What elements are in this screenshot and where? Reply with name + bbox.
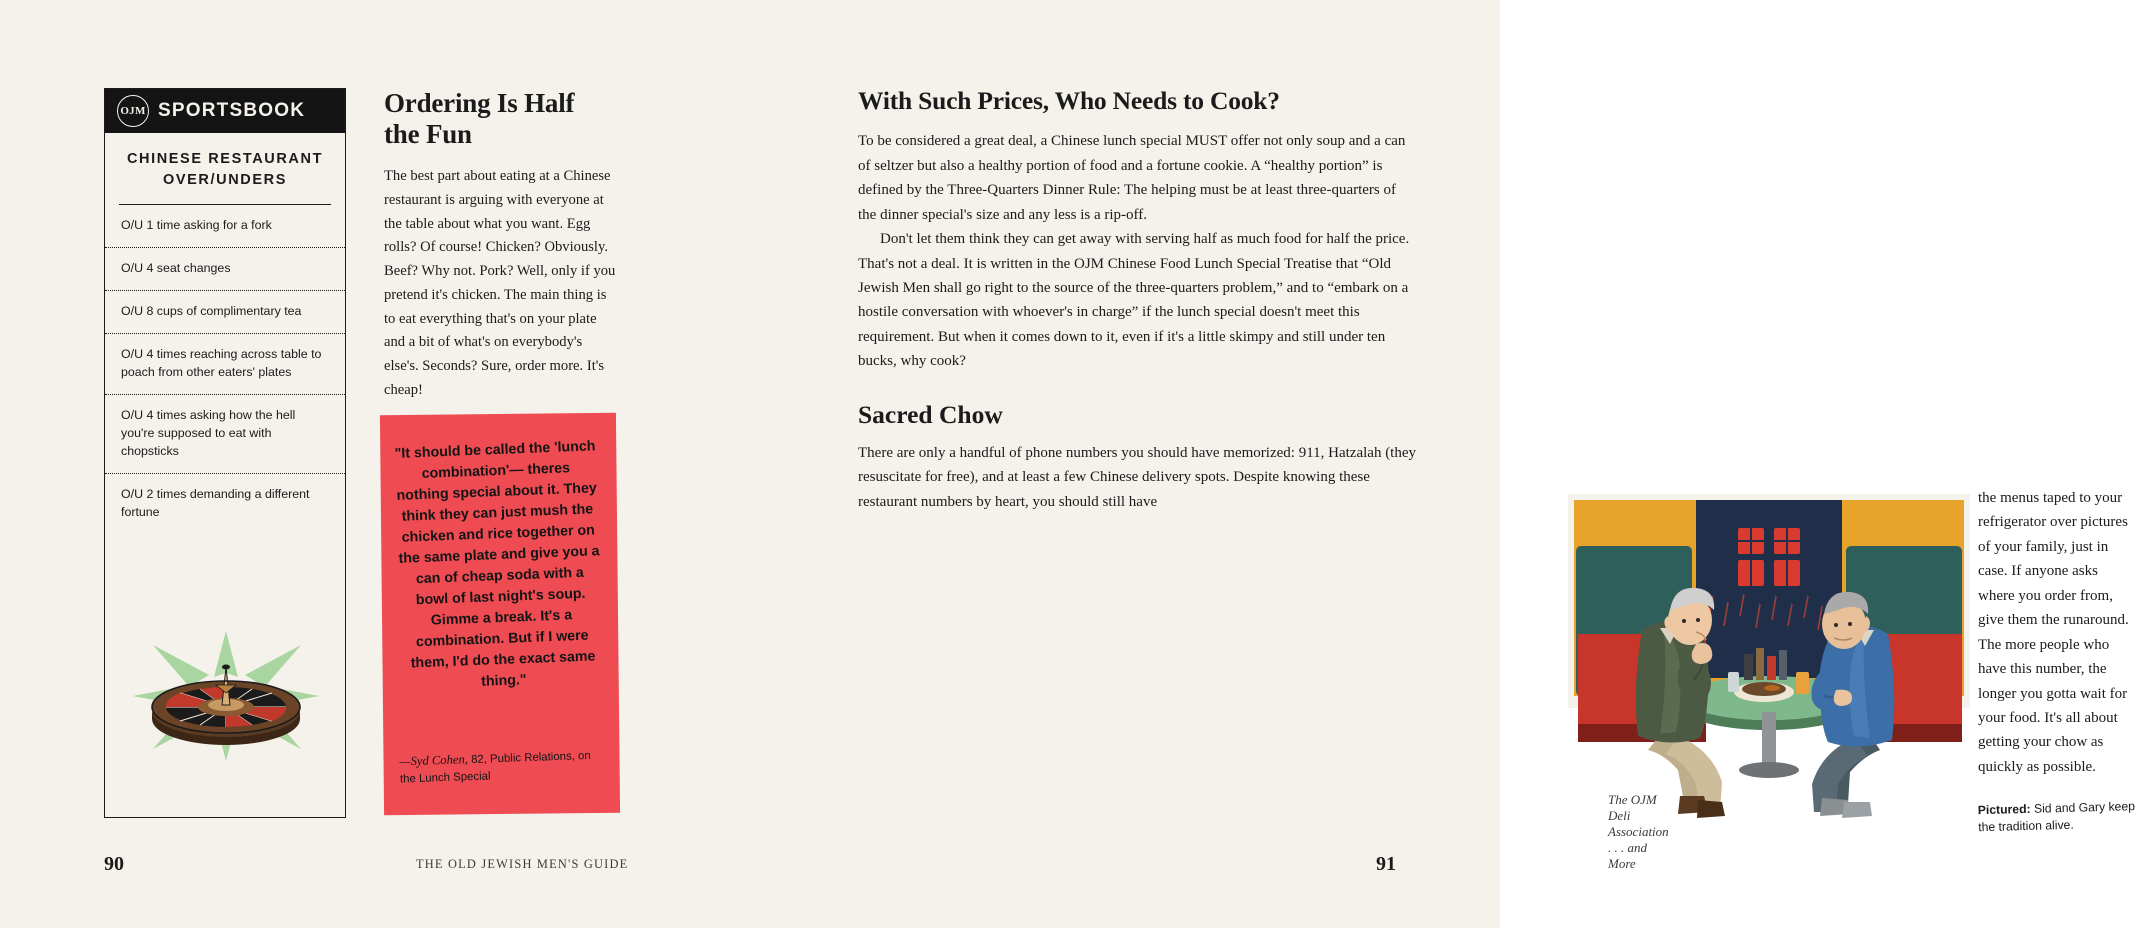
pull-quote-attribution (399, 745, 604, 787)
pull-quote-card (380, 413, 620, 815)
list-item: O/U 2 times demanding a different fortune (121, 487, 310, 520)
sportsbook-brand: SPORTSBOOK (158, 100, 306, 121)
section-title-prices: With Such Prices, Who Needs to Cook? (858, 86, 1280, 115)
list-item: O/U 8 cups of complimentary tea (105, 291, 345, 334)
running-head-left: THE OLD JEWISH MEN'S GUIDE (416, 857, 629, 871)
running-head-right: The OJM Deli Association . . . and More (1608, 792, 1669, 871)
list-item: O/U 1 time asking for a fork (105, 205, 345, 248)
ojm-logo-icon: OJM (117, 95, 149, 127)
sacred-chow-wrapped-text: the menus taped to your refrigerator over pictures of your family, just in case. If anyone asks where you order from, give them the runaround. The more people who have this number, the longer you gotta wait for your food. It's all about getting your chow as quickly as possible. (1978, 490, 2129, 775)
right-text-column (858, 86, 1418, 514)
prices-paragraph-1: To be considered a great deal, a Chinese lunch special MUST offer not only soup and a can of seltzer but also a healthy portion of food and a fortune cookie. A “healthy portion” is defined by the Three-Quarters Dinner Rule: The helping must be at least three-quarters of the dinner special's size and any less is a rip-off. (858, 133, 1406, 223)
over-under-list (105, 205, 345, 534)
ordering-article (384, 88, 616, 403)
two-men-in-restaurant-booth-illustration (1568, 484, 1970, 818)
folio-left: 90 (104, 853, 124, 875)
sportsbook-header (105, 89, 345, 133)
right-page (750, 0, 2136, 928)
illustration-caption (1978, 798, 2148, 837)
quote-author-name: —Syd Cohen, (399, 752, 469, 769)
article-paragraph: The best part about eating at a Chinese restaurant is arguing with everyone at the table about what you want. Egg rolls? Of course! Chicken? Obviously. Beef? Why not. Pork? Well, only if you pretend it's chicken. The main thing is to eat everything that's on your plate and a bit of what's on everybody's else's. Seconds? Sure, order more. It's cheap! (384, 168, 616, 399)
sacred-chow-paragraph-lead: There are only a handful of phone numbers you should have memorized: 911, Hatzalah (they resuscitate for free), and at least a few Chinese delivery spots. Despite knowing these restaurant numbers by heart, you should still have (858, 445, 1417, 510)
quote-author-detail: 82, Public Relations, on the Lunch Special (399, 749, 591, 786)
folio-right: 91 (1376, 853, 1396, 875)
left-page (0, 0, 750, 928)
caption-text: Sid and Gary keep the tradition alive. (1978, 799, 2136, 835)
roulette-wheel-illustration (105, 611, 345, 781)
list-item: O/U 4 seat changes (105, 248, 345, 291)
sportsbook-subtitle: CHINESE RESTAURANT OVER/UNDERS (126, 151, 324, 188)
page-title: Ordering Is Half the Fun (384, 88, 575, 149)
caption-label: Pictured: (1977, 801, 2031, 818)
pull-quote-text: "It should be called the 'lunch combination'— theres nothing special about it. They think they can just mush the chicken and rice together on the same plate and give you a can of cheap soda with a bowl of last night's soup. Gimme a break. It's a combination. But if I were them, I'd do the exact same thing." (394, 438, 600, 690)
list-item: O/U 4 times asking how the hell you're supposed to eat with chopsticks (105, 395, 345, 474)
prices-paragraph-2 (858, 227, 1418, 374)
section-title-sacred-chow: Sacred Chow (858, 399, 1003, 429)
sportsbook-card (104, 88, 346, 818)
prices-paragraph-2-text: Don't let them think they can get away with serving half as much food for half the price. That's not a deal. It is written in the OJM Chinese Food Lunch Special Treatise that “Old Jewish Men shall go right to the source of the three-quarters problem,” and to “embark on a hostile conversation with whoever's in charge” if the lunch special doesn't meet this requirement. But when it comes down to it, even if it's a little skimpy and still under ten bucks, why cook? (858, 231, 1410, 370)
list-item: O/U 4 times reaching across table to poach from other eaters' plates (105, 334, 345, 395)
